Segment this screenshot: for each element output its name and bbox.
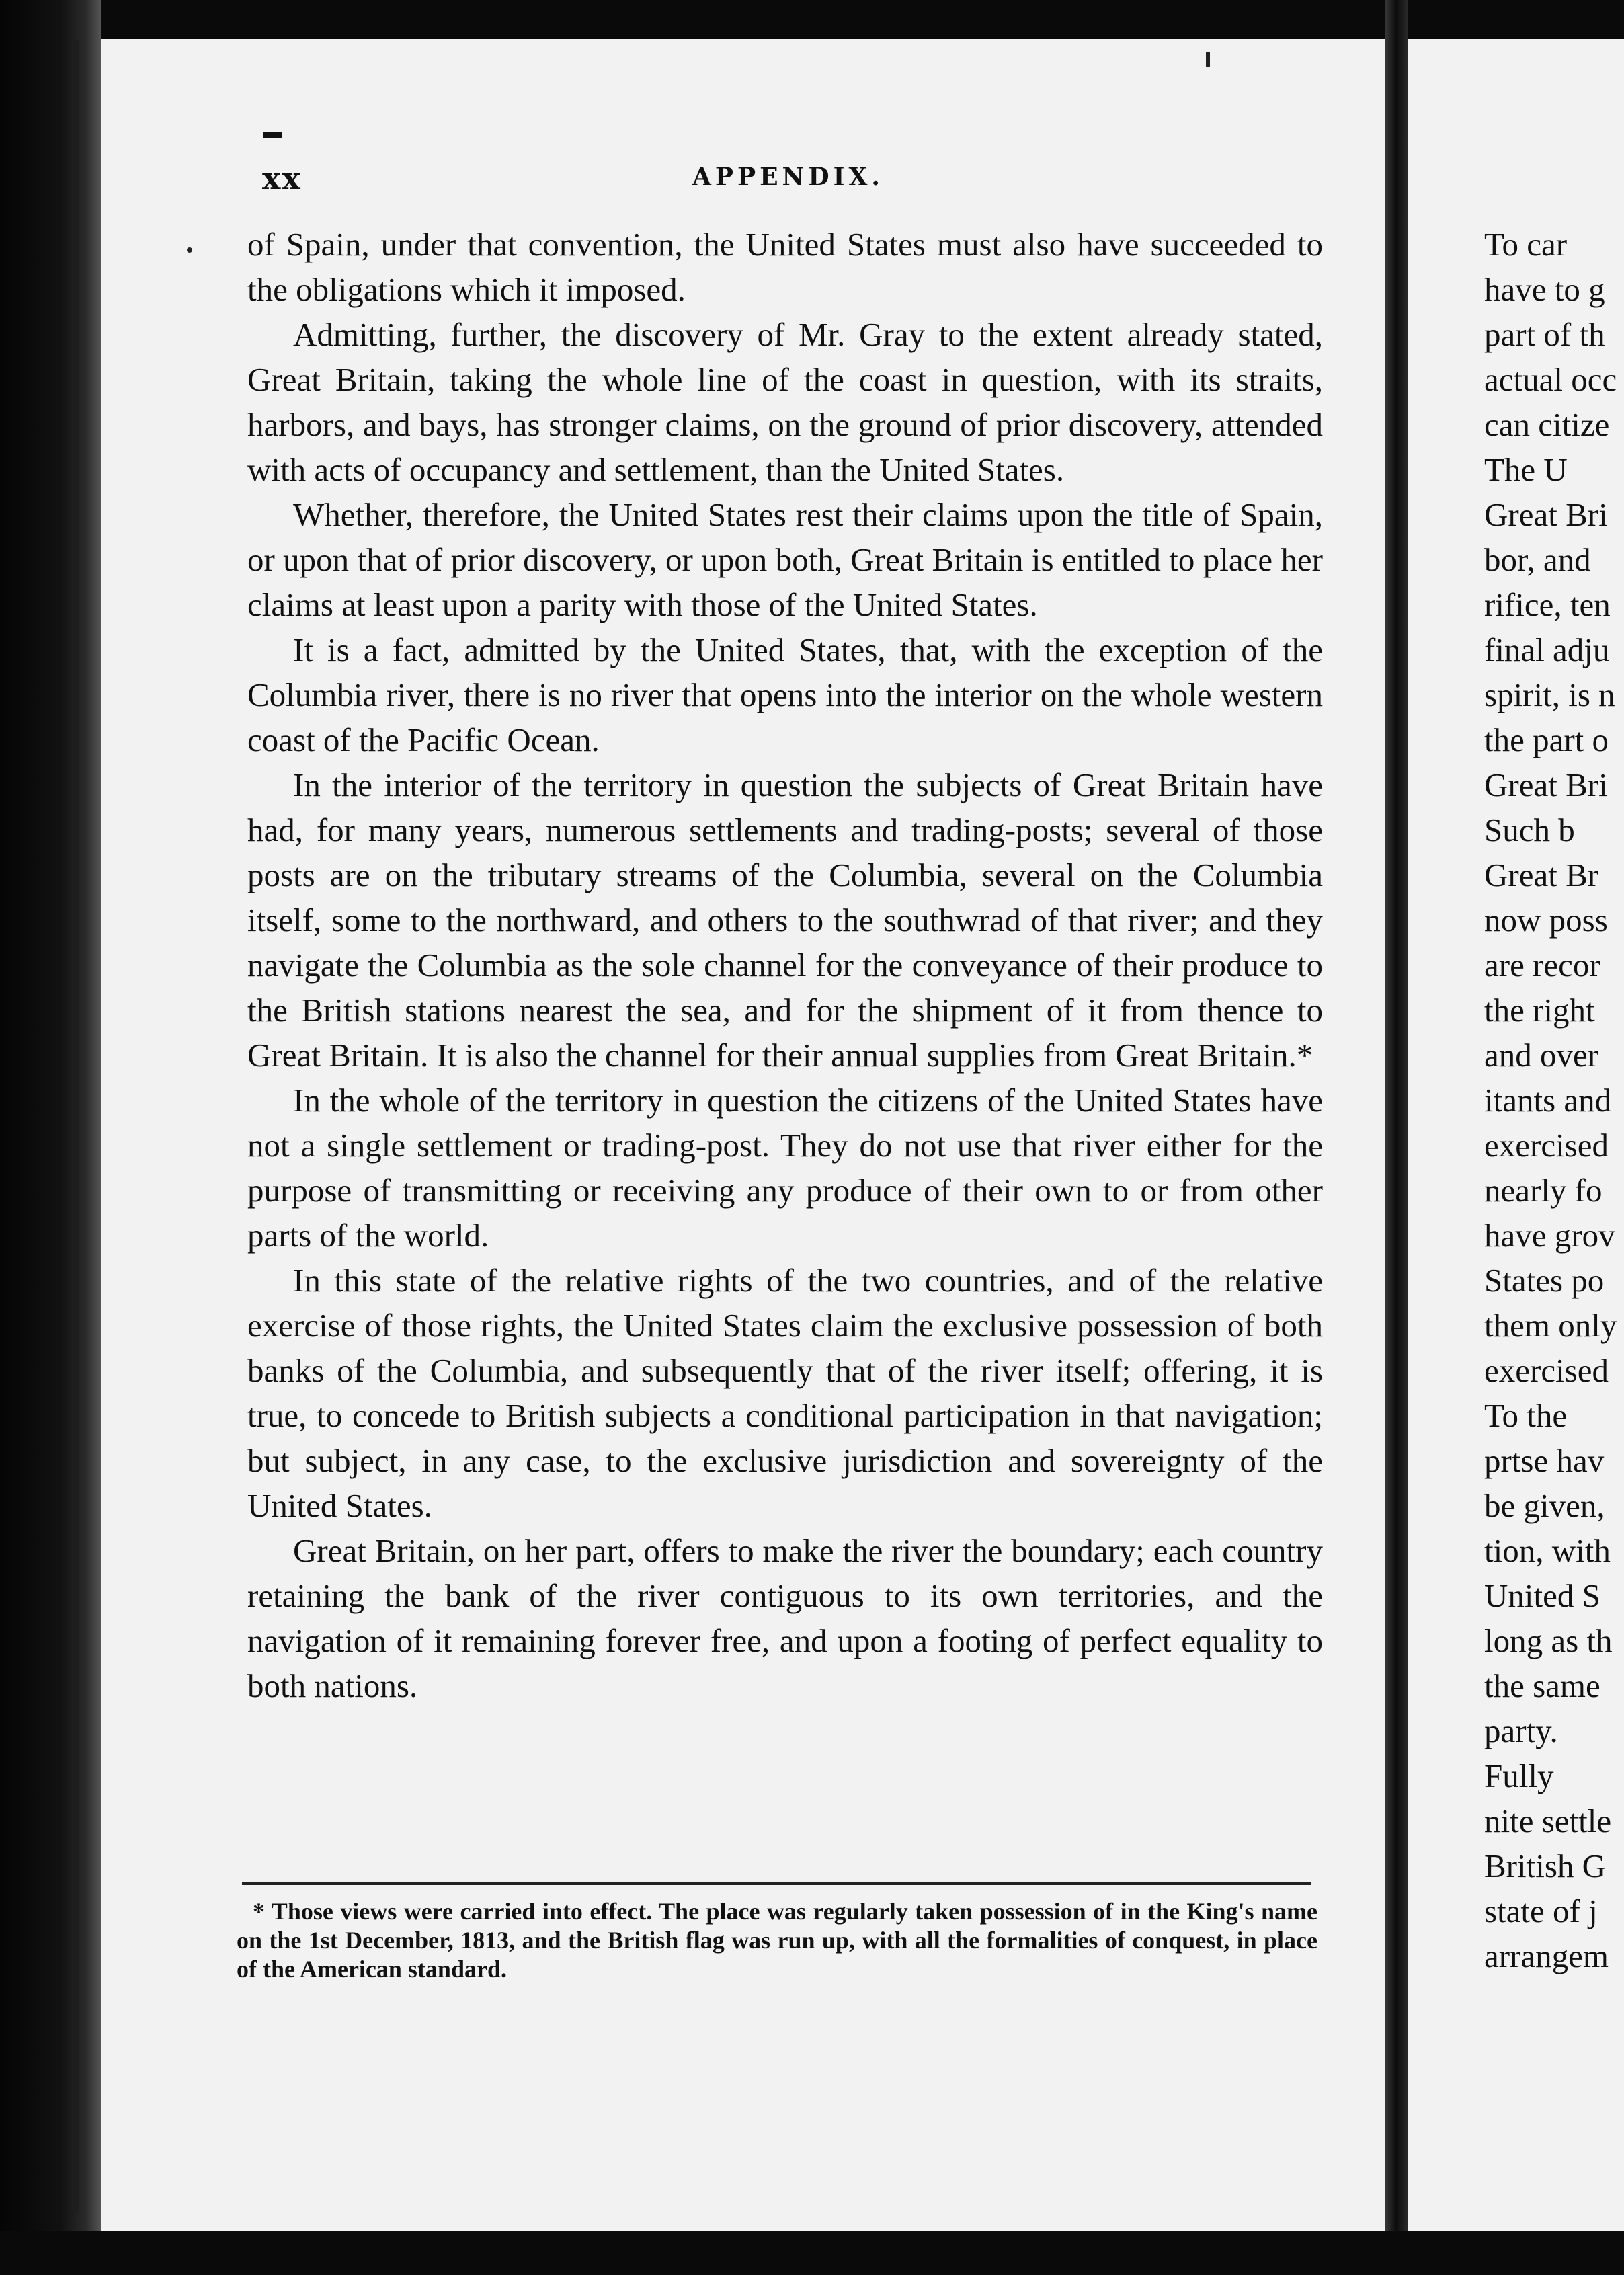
facing-line: state of j bbox=[1484, 1892, 1598, 1929]
facing-line: Fully bbox=[1484, 1757, 1554, 1794]
facing-line: now poss bbox=[1484, 902, 1608, 939]
facing-line: bor, and bbox=[1484, 541, 1591, 578]
facing-line: and over bbox=[1484, 1037, 1599, 1074]
scan-bottom-edge bbox=[0, 2231, 1624, 2275]
facing-line: spirit, is n bbox=[1484, 676, 1615, 713]
binding-shadow-line bbox=[73, 40, 79, 2212]
facing-line: party. bbox=[1484, 1712, 1558, 1749]
facing-line: prtse hav bbox=[1484, 1442, 1605, 1479]
book-binding-edge bbox=[0, 0, 101, 2275]
facing-line: itants and bbox=[1484, 1082, 1612, 1119]
facing-line: the part o bbox=[1484, 721, 1609, 758]
facing-line: British G bbox=[1484, 1847, 1607, 1884]
facing-line: actual occ bbox=[1484, 361, 1617, 398]
facing-line: exercised bbox=[1484, 1352, 1609, 1389]
body-text bbox=[247, 222, 1323, 1708]
facing-line: the same bbox=[1484, 1667, 1600, 1704]
facing-line: Great Bri bbox=[1484, 766, 1608, 803]
facing-line: be given, bbox=[1484, 1487, 1605, 1524]
paragraph: of Spain, under that convention, the United States must also have succeeded to the obligations which it imposed. bbox=[247, 226, 1323, 308]
paragraph: Great Britain, on her part, offers to make the river the boundary; each country retaining the bank of the river contiguous to its own territories, and the navigation of it remaining forever free, and upon a footing of perfect equality to both nations. bbox=[247, 1532, 1323, 1704]
paragraph: Whether, therefore, the United States rest their claims upon the title of Spain, or upon that of prior discovery, or upon both, Great Britain is entitled to place her claims at least upon a parity with those of the United States. bbox=[247, 496, 1323, 623]
footnote-rule bbox=[242, 1882, 1311, 1885]
facing-line: tion, with bbox=[1484, 1532, 1611, 1569]
facing-line: can citize bbox=[1484, 406, 1610, 443]
paragraph: In the interior of the territory in question the subjects of Great Britain have had, for many years, numerous settlements and trading-posts; several of those posts are on the tributary streams of the Columbia, several on the Columbia itself, some to the northward, and others to the southwrad of that river; and they navigate the Columbia as the sole channel for the conveyance of their produce to the British stations nearest the sea, and for the shipment of it from thence to Great Britain. It is also the channel for their annual supplies from Great Britain.* bbox=[247, 766, 1323, 1074]
paragraph: In the whole of the territory in question the citizens of the United States have not a single settlement or trading-post. They do not use that river either for the purpose of transmitting or receiving any produce of their own to or from other parts of the world. bbox=[247, 1082, 1323, 1254]
facing-line: nite settle bbox=[1484, 1802, 1612, 1839]
facing-line: have to g bbox=[1484, 271, 1605, 308]
facing-line: are recor bbox=[1484, 947, 1600, 984]
facing-line: Great Bri bbox=[1484, 496, 1608, 533]
footnote bbox=[237, 1897, 1317, 1984]
facing-line: part of th bbox=[1484, 316, 1605, 353]
print-tick-mark bbox=[1206, 52, 1210, 67]
facing-line: Great Br bbox=[1484, 856, 1599, 893]
facing-line: the right bbox=[1484, 992, 1595, 1029]
footnote-text: * Those views were carried into effect. The place was regularly taken possession of in the King's name on the 1st December, 1813, and the British flag was run up, with all the formalities of conquest, in place of the American standard. bbox=[237, 1898, 1317, 1983]
facing-line: them only bbox=[1484, 1307, 1617, 1344]
print-dot-mark bbox=[187, 247, 192, 253]
paragraph: Admitting, further, the discovery of Mr. Gray to the extent already stated, Great Britain, taking the whole line of the coast in question, with its straits, harbors, and bays, has stronger claims, on the ground of prior discovery, attended with acts of occupancy and settlement, than the United States. bbox=[247, 316, 1323, 488]
facing-line: long as th bbox=[1484, 1622, 1613, 1659]
facing-line: Such b bbox=[1484, 811, 1575, 848]
paragraph: It is a fact, admitted by the United States, that, with the exception of the Columbia river, there is no river that opens into the interior on the whole western coast of the Pacific Ocean. bbox=[247, 631, 1323, 758]
facing-line: States po bbox=[1484, 1262, 1605, 1299]
facing-line: United S bbox=[1484, 1577, 1600, 1614]
facing-line: To car bbox=[1484, 226, 1568, 263]
page-gutter bbox=[1385, 0, 1408, 2275]
facing-line: arrangem bbox=[1484, 1938, 1609, 1974]
print-dash-mark bbox=[263, 132, 282, 138]
running-head: APPENDIX. bbox=[692, 163, 884, 191]
facing-line: final adju bbox=[1484, 631, 1610, 668]
facing-line: rifice, ten bbox=[1484, 586, 1611, 623]
facing-page-text bbox=[1484, 222, 1624, 1979]
facing-line: To the bbox=[1484, 1397, 1568, 1434]
page-header bbox=[262, 160, 1324, 207]
paragraph: In this state of the relative rights of the two countries, and of the relative exercise of those rights, the United States claim the exclusive possession of both banks of the Columbia, and subsequently that of the river itself; offering, it is true, to concede to British subjects a conditional participation in that navigation; but subject, in any case, to the exclusive jurisdiction and sovereignty of the United States. bbox=[247, 1262, 1323, 1524]
facing-line: The U bbox=[1484, 451, 1568, 488]
facing-line: have grov bbox=[1484, 1217, 1615, 1254]
facing-line: exercised bbox=[1484, 1127, 1609, 1164]
facing-line: nearly fo bbox=[1484, 1172, 1602, 1209]
page-number: xx bbox=[262, 160, 302, 196]
